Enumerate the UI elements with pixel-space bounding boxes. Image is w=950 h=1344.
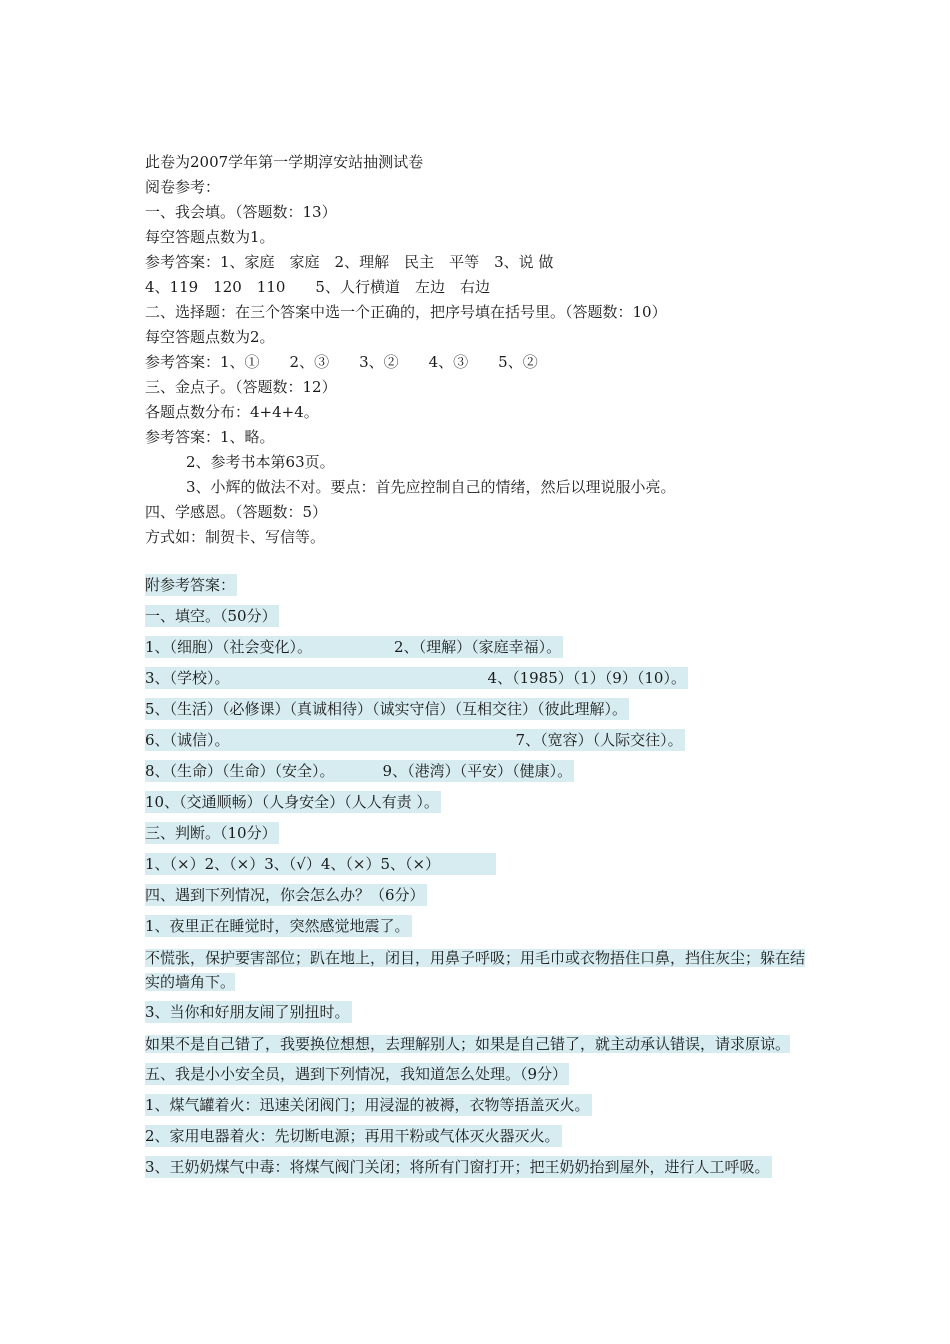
answer-paragraph xyxy=(145,946,810,994)
text-line: 每空答题点数为1。 xyxy=(145,228,275,246)
answer-paragraph xyxy=(145,1032,810,1056)
answer-text: 1、（×）2、（×）3、（√）4、（×）5、（×） xyxy=(145,853,496,875)
answer-text: 8、（生命）（生命）（安全）。 xyxy=(145,760,383,782)
answer-row xyxy=(145,729,825,760)
section-heading: 一、填空。（50分） xyxy=(145,607,277,625)
section-heading: 三、金点子。（答题数：12） xyxy=(145,378,337,396)
text-line: 2、参考书本第63页。 xyxy=(186,453,335,471)
answer-key xyxy=(145,574,825,1187)
section-heading: 三、判断。（10分） xyxy=(145,824,277,842)
answer-text: 7、（宽容）（人际交往）。 xyxy=(515,731,683,749)
answer-text: 10、（交通顺畅）（人身安全）（人人有责 ）。 xyxy=(145,793,439,811)
answer-text: 2、家用电器着火：先切断电源；再用干粉或气体灭火器灭火。 xyxy=(145,1127,560,1145)
grading-reference xyxy=(145,150,825,550)
answer-text: 不慌张，保护要害部位；趴在地上，闭目，用鼻子呼吸；用毛巾或衣物捂住口鼻，挡住灰尘；躲在结实的墙角下。 xyxy=(145,949,806,991)
answer-text: 3、（学校）。 xyxy=(145,667,488,689)
answer-text: 1、（细胞）（社会变化）。 xyxy=(145,636,394,658)
answer-row xyxy=(145,760,825,791)
answer-text: 9、（港湾）（平安）（健康）。 xyxy=(382,762,573,780)
answer-text: 如果不是自己错了，我要换位想想，去理解别人；如果是自己错了，就主动承认错误，请求原谅。 xyxy=(145,1035,791,1053)
section-heading: 五、我是小小安全员，遇到下列情况，我知道怎么处理。（9分） xyxy=(145,1065,568,1083)
text-line: 参考答案：1、家庭 家庭 2、理解 民主 平等 3、说 做 xyxy=(145,253,554,271)
text-line: 3、小辉的做法不对。要点：首先应控制自己的情绪，然后以理说服小亮。 xyxy=(186,478,676,496)
text-line: 方式如：制贺卡、写信等。 xyxy=(145,528,326,546)
answer-row xyxy=(145,636,825,667)
text-line: 每空答题点数为2。 xyxy=(145,328,275,346)
answer-text: 6、（诚信）。 xyxy=(145,729,516,751)
section-heading: 四、遇到下列情况，你会怎么办？（6分） xyxy=(145,886,425,904)
text-line: 4、119 120 110 5、人行横道 左边 右边 xyxy=(145,278,490,296)
section-heading: 四、学感恩。（答题数：5） xyxy=(145,503,328,521)
section-heading: 一、我会填。（答题数：13） xyxy=(145,203,337,221)
section-heading: 二、选择题：在三个答案中选一个正确的，把序号填在括号里。（答题数：10） xyxy=(145,303,667,321)
answer-text: 5、（生活）（必修课）（真诚相待）（诚实守信）（互相交往）（彼此理解）。 xyxy=(145,700,628,718)
text-line: 各题点数分布：4+4+4。 xyxy=(145,403,319,421)
answer-text: 3、王奶奶煤气中毒：将煤气阀门关闭；将所有门窗打开；把王奶奶抬到屋外，进行人工呼吸。 xyxy=(145,1158,770,1176)
question-text: 3、当你和好朋友闹了别扭时。 xyxy=(145,1003,350,1021)
text-line: 阅卷参考： xyxy=(145,178,221,196)
text-line: 参考答案：1、① 2、③ 3、② 4、③ 5、② xyxy=(145,353,538,371)
doc-title: 此卷为2007学年第一学期淳安站抽测试卷 xyxy=(145,153,424,171)
answer-text: 4、（1985）（1）（9）（10）。 xyxy=(487,669,686,687)
answer-key-header: 附参考答案： xyxy=(145,576,236,594)
answer-text: 1、煤气罐着火：迅速关闭阀门；用浸湿的被褥，衣物等捂盖灭火。 xyxy=(145,1096,590,1114)
answer-row xyxy=(145,667,825,698)
answer-text: 2、（理解）（家庭幸福）。 xyxy=(394,638,562,656)
text-line: 参考答案：1、略。 xyxy=(145,428,275,446)
question-text: 1、夜里正在睡觉时，突然感觉地震了。 xyxy=(145,917,410,935)
